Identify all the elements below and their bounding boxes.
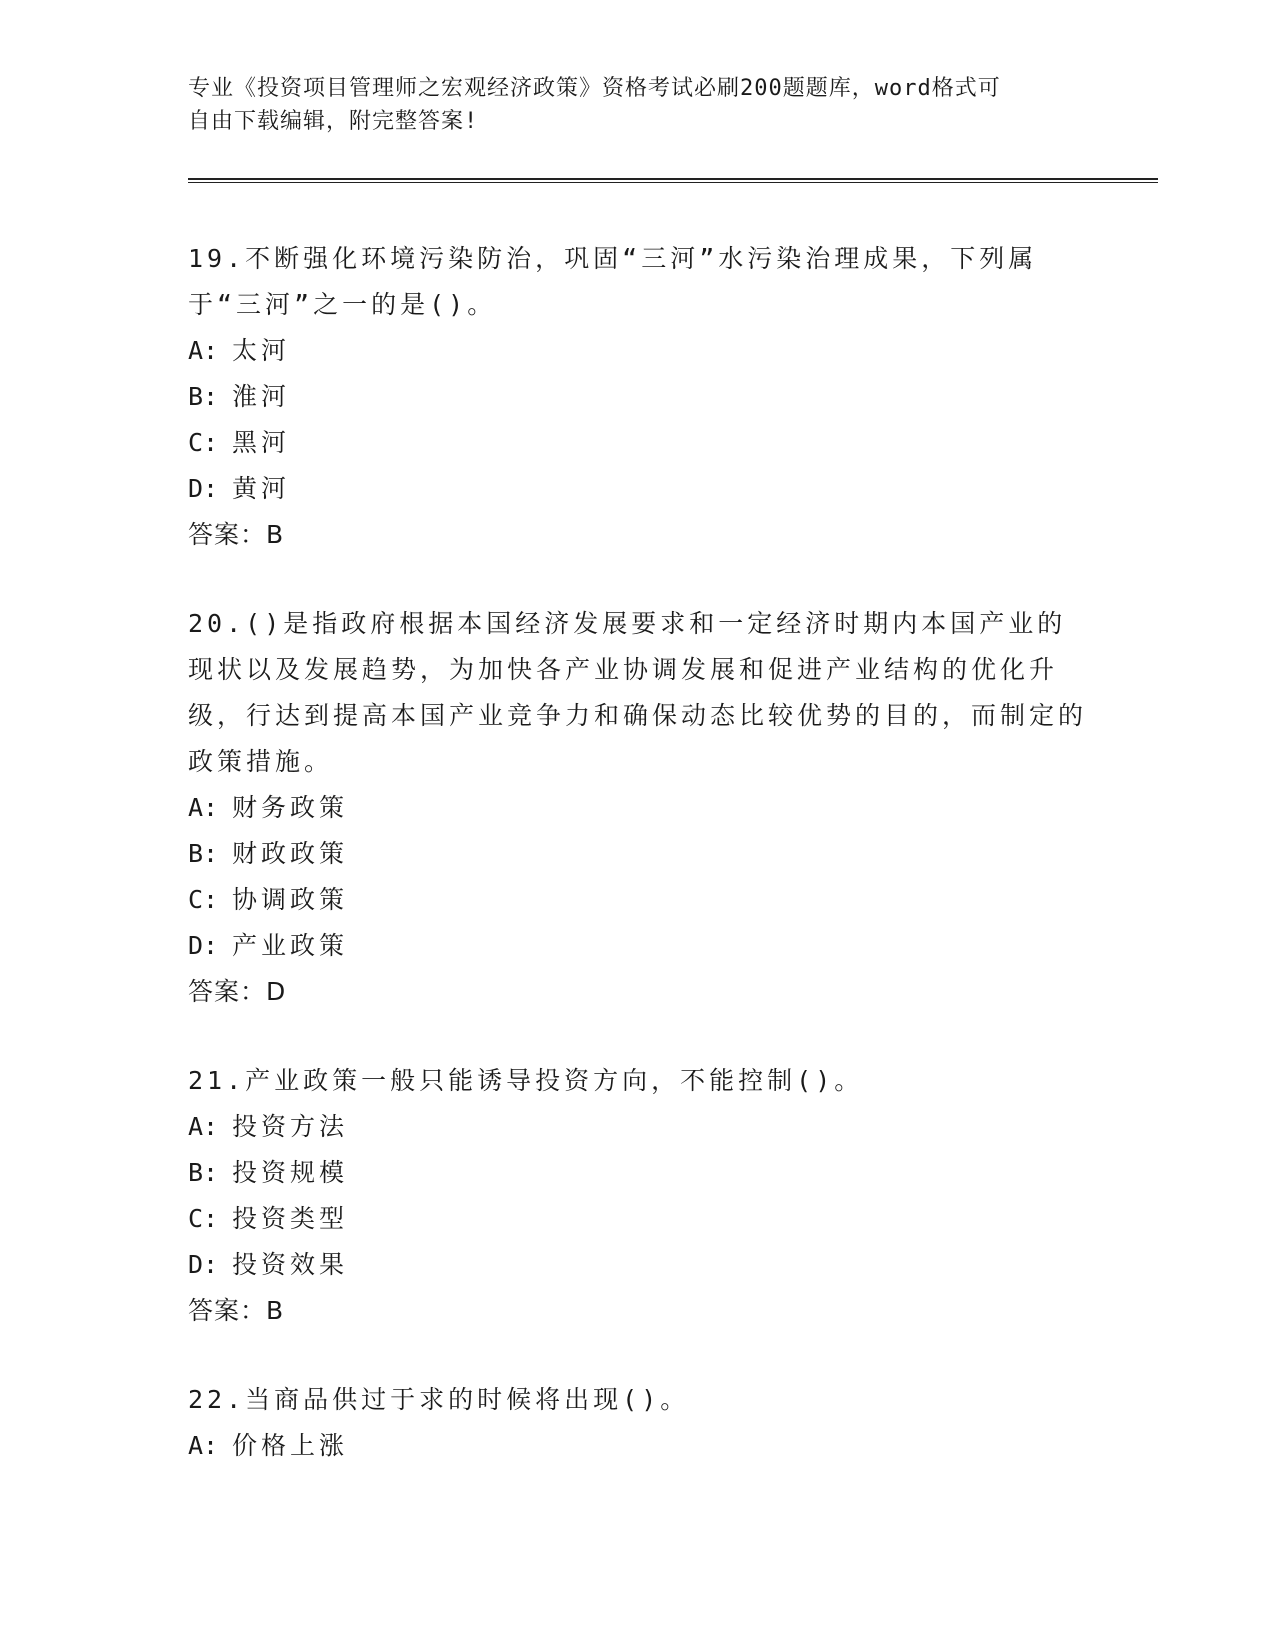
header-divider [188,178,1158,183]
option-d [188,466,1088,512]
option-text: 协调政策 [232,885,349,914]
option-b [188,1150,1088,1196]
option-letter: C: [188,428,219,457]
option-letter: D: [188,931,219,960]
option-text: 黑河 [232,428,291,457]
option-letter: B: [188,382,219,411]
option-letter: A: [188,336,219,365]
question-stem: 21.产业政策一般只能诱导投资方向，不能控制()。 [188,1066,864,1095]
option-letter: C: [188,1204,219,1233]
question-stem: 19.不断强化环境污染防治，巩固“三河”水污染治理成果，下列属于“三河”之一的是()。 [188,244,1038,319]
option-letter: C: [188,885,219,914]
option-text: 财务政策 [232,793,349,822]
option-letter: B: [188,1158,219,1187]
option-text: 投资规模 [232,1158,349,1187]
option-letter: A: [188,1431,219,1460]
option-b [188,831,1088,877]
option-a [188,328,1088,374]
question-stem: 22.当商品供过于求的时候将出现()。 [188,1385,690,1414]
option-a [188,1104,1088,1150]
option-text: 投资类型 [232,1204,349,1233]
option-b [188,374,1088,420]
option-letter: D: [188,1250,219,1279]
option-d [188,923,1088,969]
option-a [188,1423,1088,1469]
answer-line: 答案：D [188,977,287,1006]
option-text: 淮河 [232,382,291,411]
option-letter: B: [188,839,219,868]
option-text: 太河 [232,336,291,365]
question-22 [188,1377,1088,1469]
option-letter: A: [188,793,219,822]
question-stem: 20.()是指政府根据本国经济发展要求和一定经济时期内本国产业的现状以及发展趋势，为加快各产业协调发展和促进产业结构的优化升级，行达到提高本国产业竞争力和确保动态比较优势的目的，而制定的政策措施。 [188,609,1088,776]
option-text: 投资方法 [232,1112,349,1141]
option-a [188,785,1088,831]
option-text: 价格上涨 [232,1431,349,1460]
header-title-line-2: 自由下载编辑，附完整答案! [188,109,479,134]
option-text: 财政政策 [232,839,349,868]
option-text: 黄河 [232,474,291,503]
option-letter: D: [188,474,219,503]
option-text: 投资效果 [232,1250,349,1279]
document-header [188,72,1088,138]
question-19 [188,236,1088,558]
option-text: 产业政策 [232,931,349,960]
option-letter: A: [188,1112,219,1141]
answer-line: 答案：B [188,1296,285,1325]
question-21 [188,1058,1088,1334]
question-list [188,236,1088,1512]
answer-line: 答案：B [188,520,285,549]
question-20 [188,601,1088,1015]
option-d [188,1242,1088,1288]
option-c [188,877,1088,923]
option-c [188,1196,1088,1242]
header-title-line-1: 专业《投资项目管理师之宏观经济政策》资格考试必刷200题题库，word格式可 [188,76,1001,101]
option-c [188,420,1088,466]
